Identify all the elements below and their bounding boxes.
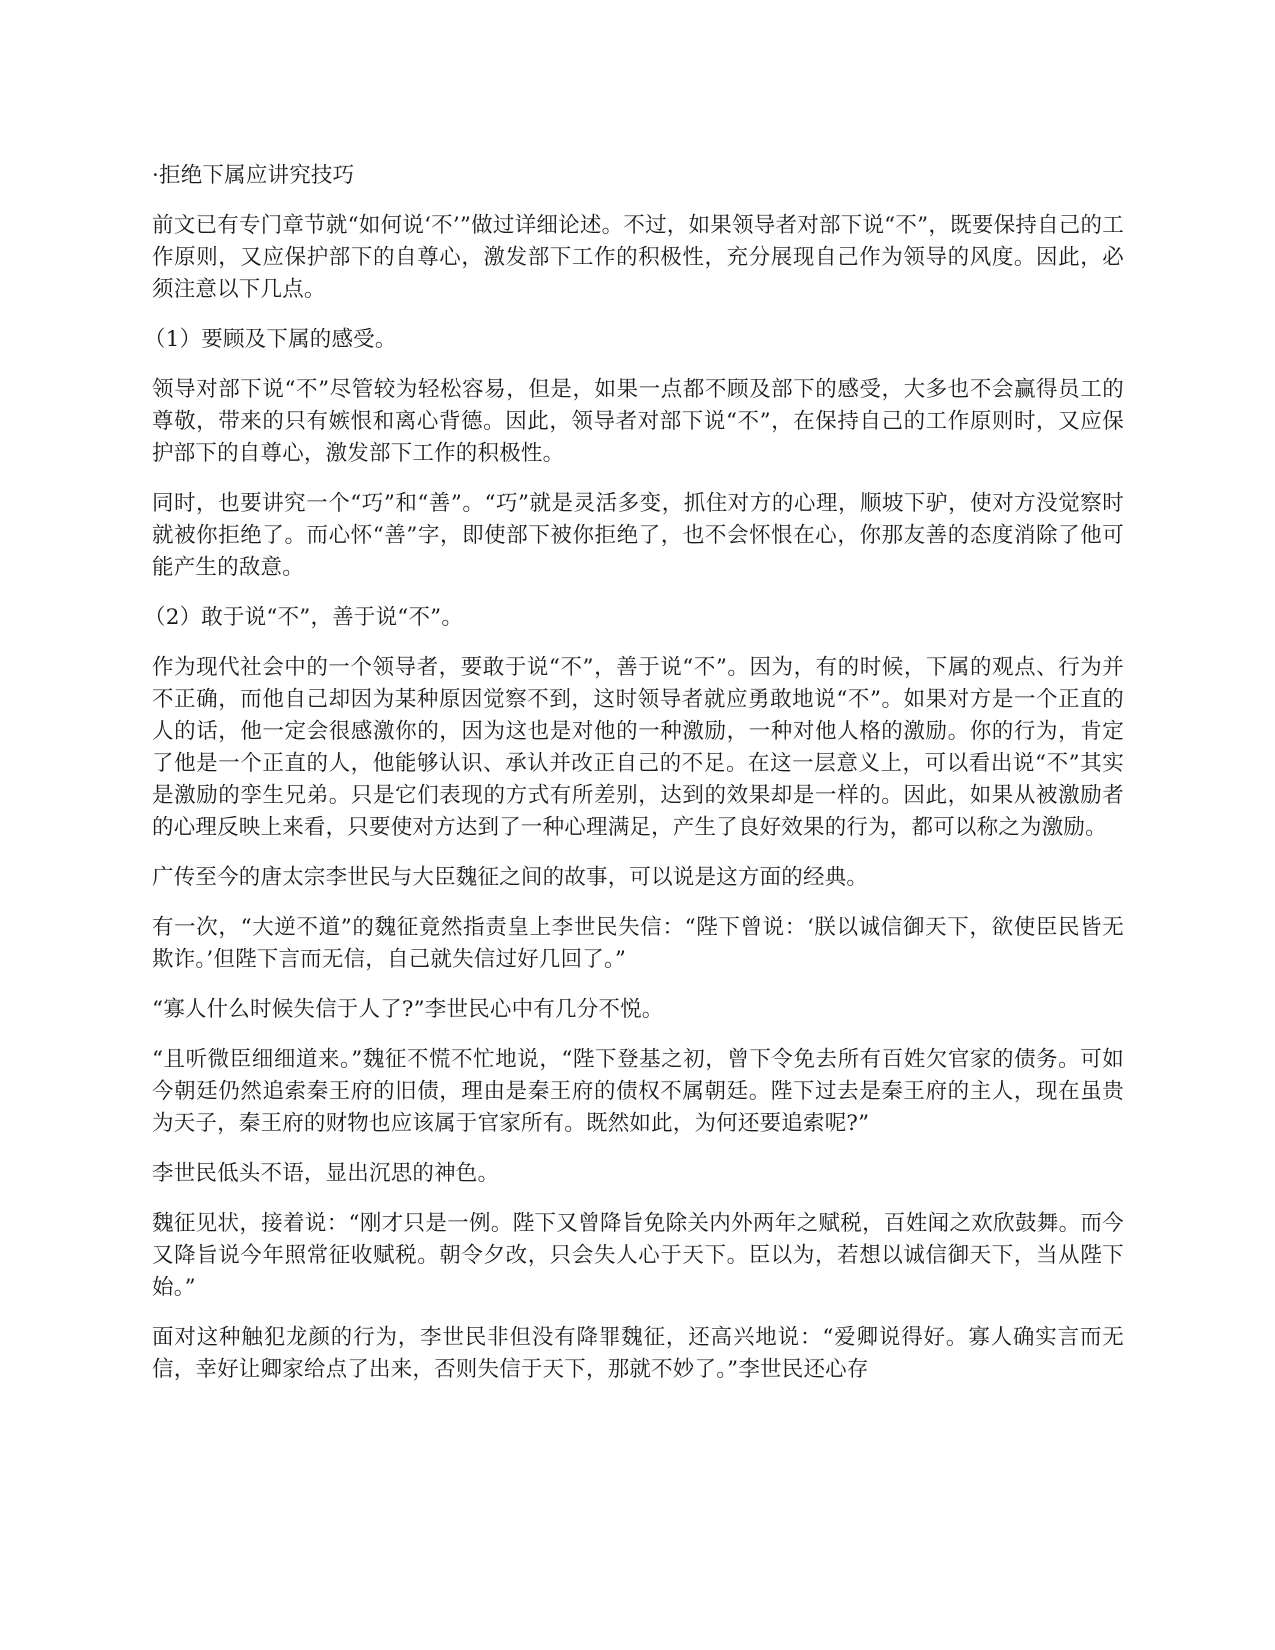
- paragraph-story-intro: 广传至今的唐太宗李世民与大臣魏征之间的故事，可以说是这方面的经典。: [152, 865, 869, 890]
- paragraph-story-5: 魏征见状，接着说：“刚才只是一例。陛下又曾降旨免除关内外两年之赋税，百姓闻之欢欣鼓舞。而今又降旨说今年照常征收赋税。朝令夕改，只会失人心于天下。臣以为，若想以诚信御天下，当从陛下始。”: [152, 1211, 1124, 1300]
- section-heading: ·拒绝下属应讲究技巧: [152, 163, 355, 188]
- numbered-point-1: （1）要顾及下属的感受。: [144, 327, 397, 352]
- paragraph-intro: 前文已有专门章节就“如何说‘不’”做过详细论述。不过，如果领导者对部下说“不”，既要保持自己的工作原则，又应保护部下的自尊心，激发部下工作的积极性，充分展现自己作为领导的风度。因此，必须注意以下几点。: [152, 213, 1124, 302]
- paragraph-skill-kindness: 同时，也要讲究一个“巧”和“善”。“巧”就是灵活多变，抓住对方的心理，顺坡下驴，使对方没觉察时就被你拒绝了。而心怀“善”字，即使部下被你拒绝了，也不会怀恨在心，你那友善的态度消除了他可能产生的敌意。: [152, 491, 1124, 580]
- paragraph-story-2: “寡人什么时候失信于人了?”李世民心中有几分不悦。: [152, 997, 664, 1022]
- paragraph-story-1: 有一次，“大逆不道”的魏征竟然指责皇上李世民失信：“陛下曾说：‘朕以诚信御天下，欲使臣民皆无欺诈。’但陛下言而无信，自己就失信过好几回了。”: [152, 915, 1124, 972]
- document-page: [144, 160, 1124, 1404]
- paragraph-story-4: 李世民低头不语，显出沉思的神色。: [152, 1161, 500, 1186]
- paragraph-story-3: “且听微臣细细道来。”魏征不慌不忙地说，“陛下登基之初，曾下令免去所有百姓欠官家的债务。可如今朝廷仍然追索秦王府的旧债，理由是秦王府的债权不属朝廷。陛下过去是秦王府的主人，现在虽贵为天子，秦王府的财物也应该属于官家所有。既然如此，为何还要追索呢?”: [152, 1047, 1124, 1136]
- numbered-point-2: （2）敢于说“不”，善于说“不”。: [144, 605, 464, 630]
- paragraph-feelings: 领导对部下说“不”尽管较为轻松容易，但是，如果一点都不顾及部下的感受，大多也不会赢得员工的尊敬，带来的只有嫉恨和离心背德。因此，领导者对部下说“不”，在保持自己的工作原则时，又应保护部下的自尊心，激发部下工作的积极性。: [152, 377, 1124, 466]
- paragraph-story-6: 面对这种触犯龙颜的行为，李世民非但没有降罪魏征，还高兴地说：“爱卿说得好。寡人确实言而无信，幸好让卿家给点了出来，否则失信于天下，那就不妙了。”李世民还心存: [152, 1325, 1124, 1382]
- paragraph-dare-to-say-no: 作为现代社会中的一个领导者，要敢于说“不”，善于说“不”。因为，有的时候，下属的观点、行为并不正确，而他自己却因为某种原因觉察不到，这时领导者就应勇敢地说“不”。如果对方是一个正直的人的话，他一定会很感激你的，因为这也是对他的一种激励，一种对他人格的激励。你的行为，肯定了他是一个正直的人，他能够认识、承认并改正自己的不足。在这一层意义上，可以看出说“不”其实是激励的孪生兄弟。只是它们表现的方式有所差别，达到的效果却是一样的。因此，如果从被激励者的心理反映上来看，只要使对方达到了一种心理满足，产生了良好效果的行为，都可以称之为激励。: [152, 655, 1124, 840]
